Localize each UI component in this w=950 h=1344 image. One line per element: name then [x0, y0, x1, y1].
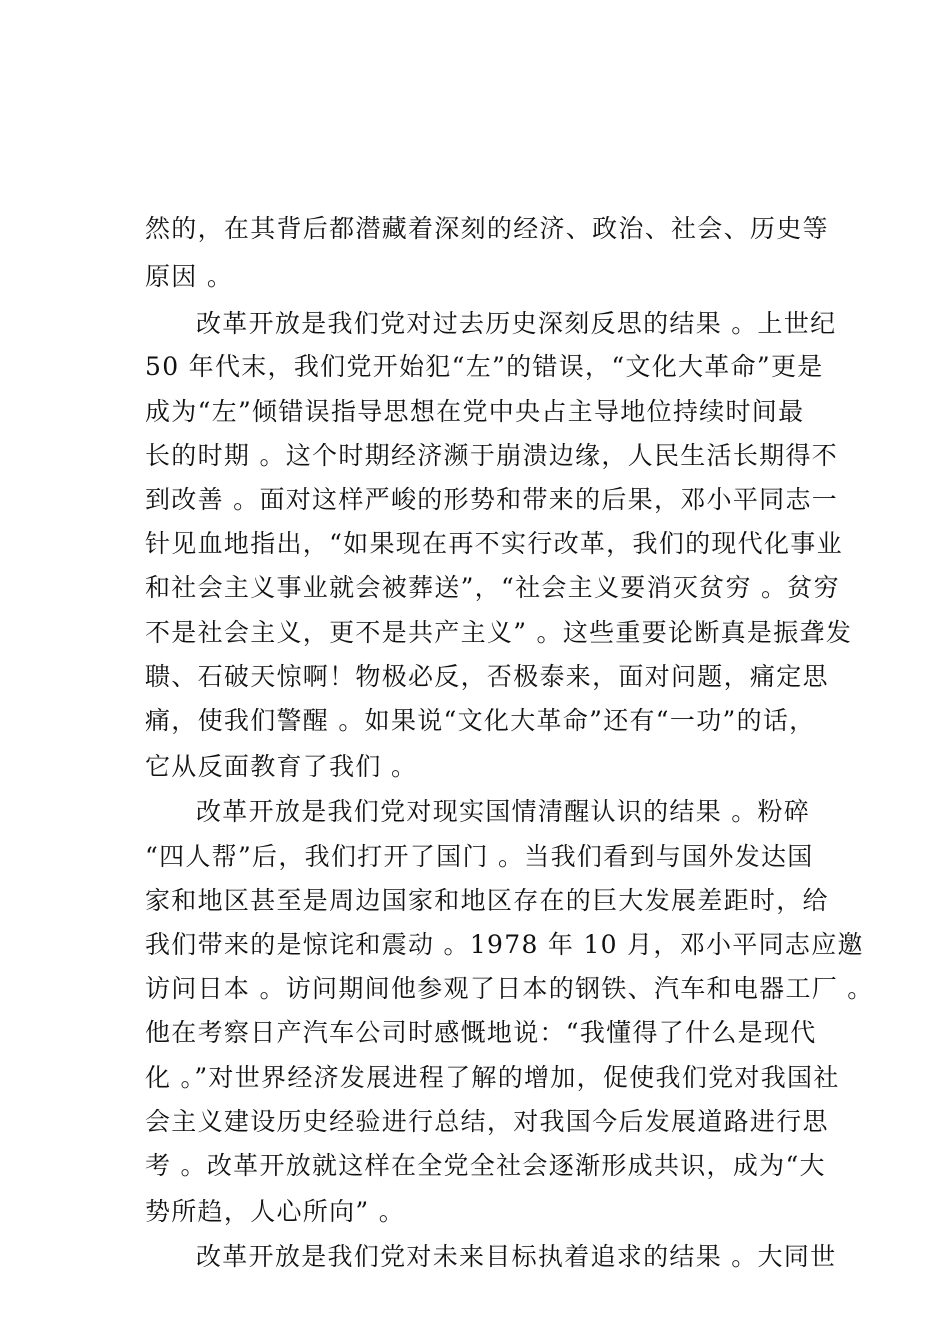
- text-line: 势所趋，人心所向” 。: [145, 1197, 406, 1226]
- text-line: 针见血地指出，“如果现在再不实行改革，我们的现代化事业: [145, 529, 843, 558]
- paragraph-first-line: 改革开放是我们党对现实国情清醒认识的结果 。粉碎: [196, 797, 811, 826]
- text-line: 然的，在其背后都潜藏着深刻的经济、政治、社会、历史等: [145, 214, 829, 243]
- text-line: 长的时期 。这个时期经济濒于崩溃边缘，人民生活长期得不: [145, 441, 839, 470]
- text-line: 成为“左”倾错误指导思想在党中央占主导地位持续时间最: [145, 397, 805, 426]
- text-line: 50 年代末，我们党开始犯“左”的错误，“文化大革命”更是: [145, 352, 824, 381]
- text-line: 家和地区甚至是周边国家和地区存在的巨大发展差距时，给: [145, 886, 829, 915]
- text-line: 会主义建设历史经验进行总结，对我国今后发展道路进行思: [145, 1107, 829, 1136]
- text-line: 聩、石破天惊啊！物极必反，否极泰来，面对问题，痛定思: [145, 662, 829, 691]
- text-line: 他在考察日产汽车公司时感慨地说：“我懂得了什么是现代: [145, 1018, 817, 1047]
- text-line: 考 。改革开放就这样在全党全社会逐渐形成共识，成为“大: [145, 1151, 826, 1180]
- text-line: 化 。”对世界经济发展进程了解的增加，促使我们党对我国社: [145, 1063, 840, 1092]
- text-line: 原因 。: [145, 262, 234, 291]
- text-line: “四人帮”后，我们打开了国门 。当我们看到与国外发达国: [145, 842, 814, 871]
- text-line: 和社会主义事业就会被葬送”，“社会主义要消灭贫穷 。贫穷: [145, 573, 840, 602]
- text-line: 痛，使我们警醒 。如果说“文化大革命”还有“一功”的话，: [145, 706, 816, 735]
- text-line: 访问日本 。访问期间他参观了日本的钢铁、汽车和电器工厂 。: [145, 974, 874, 1003]
- text-line: 到改善 。面对这样严峻的形势和带来的后果，邓小平同志一: [145, 485, 839, 514]
- text-line: 它从反面教育了我们 。: [145, 752, 418, 781]
- paragraph-first-line: 改革开放是我们党对未来目标执着追求的结果 。大同世: [196, 1242, 837, 1271]
- text-line: 我们带来的是惊诧和震动 。1978 年 10 月，邓小平同志应邀: [145, 930, 864, 959]
- text-line: 不是社会主义，更不是共产主义” 。这些重要论断真是振聋发: [145, 618, 853, 647]
- paragraph-first-line: 改革开放是我们党对过去历史深刻反思的结果 。上世纪: [196, 309, 837, 338]
